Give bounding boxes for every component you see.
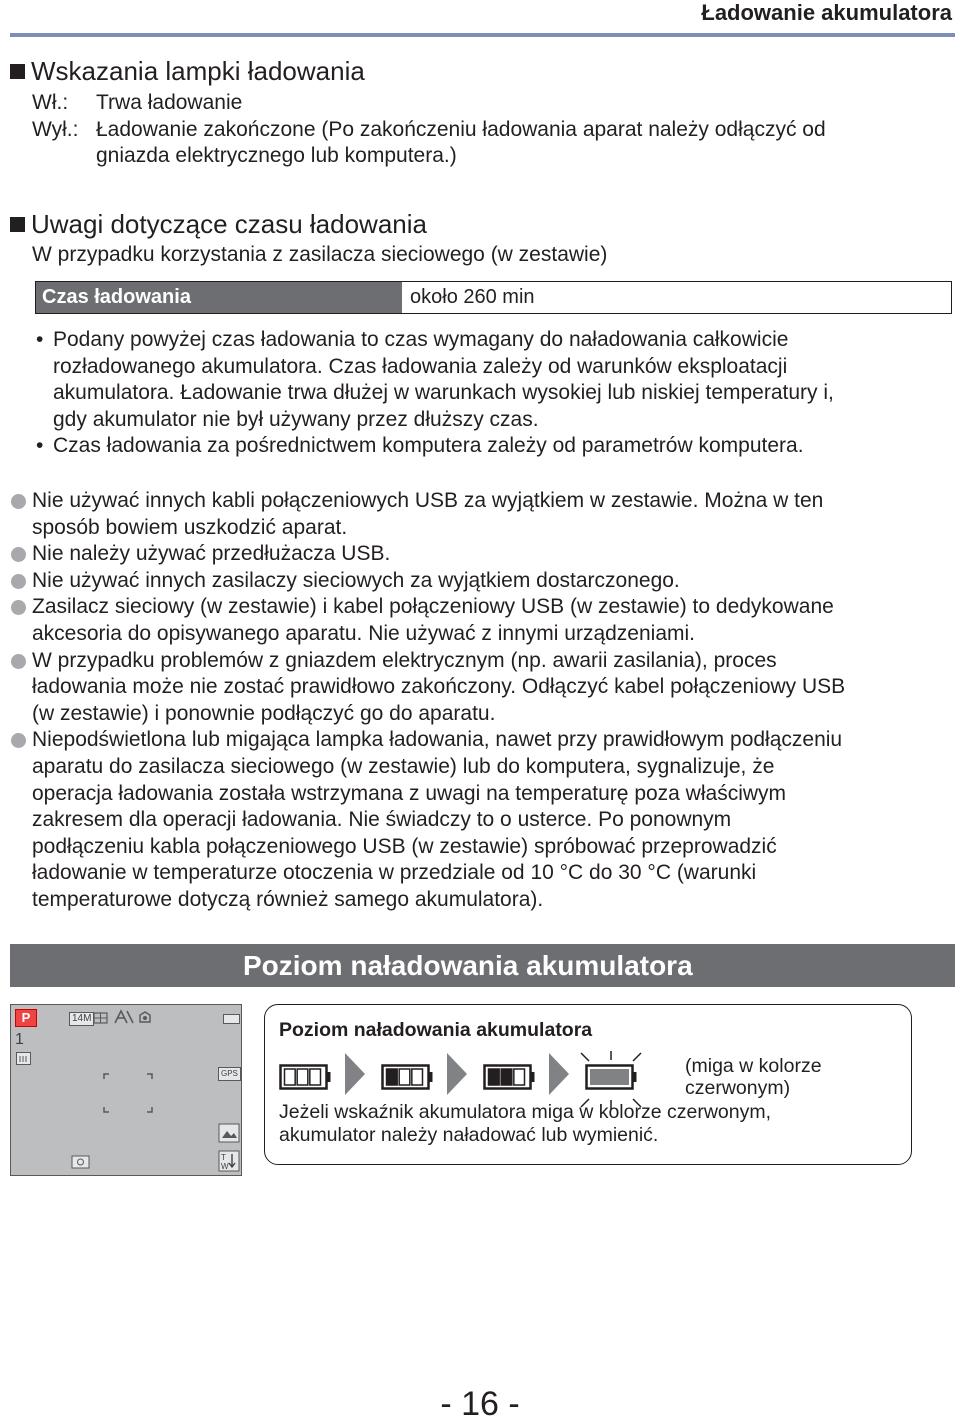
af-frame-icon bbox=[103, 1073, 153, 1113]
list-item: W przypadku problemów z gniazdem elektrycznym (np. awarii zasilania), proces bbox=[10, 648, 845, 675]
circle-bullet-icon bbox=[10, 541, 32, 568]
table-value: około 260 min bbox=[410, 286, 535, 308]
memory-icon bbox=[15, 1051, 33, 1067]
bullet-indent bbox=[10, 621, 32, 648]
header-title: Ładowanie akumulatora bbox=[701, 0, 952, 25]
bullet-indent bbox=[10, 860, 32, 887]
list-item: akumulatora. Ładowanie trwa dłużej w warunkach wysokiej lub niskiej temperatury i, bbox=[53, 381, 834, 405]
indicator-text: Trwa ładowanie bbox=[96, 91, 243, 114]
list-item: • Czas ładowania za pośrednictwem komputera zależy od parametrów komputera. bbox=[36, 433, 834, 460]
bullet-indent bbox=[10, 781, 32, 808]
arrow-right-icon bbox=[549, 1053, 569, 1095]
list-item: Nie należy używać przedłużacza USB. bbox=[10, 541, 845, 568]
battery-icon bbox=[223, 1014, 240, 1024]
table-header: Czas ładowania bbox=[36, 282, 402, 313]
header-rule bbox=[10, 33, 955, 37]
battery-level-icon bbox=[381, 1063, 437, 1091]
indicator-row-off bbox=[32, 117, 826, 144]
zoom-icon bbox=[218, 1150, 240, 1172]
gps-icon: GPS bbox=[218, 1067, 241, 1081]
list-item: • Podany powyżej czas ładowania to czas wymagany do naładowania całkowicie bbox=[36, 327, 834, 354]
arrow-right-icon bbox=[345, 1053, 365, 1095]
bullet-indent bbox=[10, 674, 32, 701]
list-item: rozładowanego akumulatora. Czas ładowania zależy od warunków eksploatacji bbox=[53, 354, 788, 378]
list-item: operacja ładowania została wstrzymana z uwagi na temperaturę poza właściwym bbox=[10, 781, 845, 808]
list-item: temperaturowe dotyczą również samego akumulatora). bbox=[10, 887, 845, 914]
indicator-list bbox=[32, 90, 826, 170]
bullet-dot: • bbox=[36, 328, 44, 351]
list-item: aparatu do zasilacza sieciowego (w zestawie) lub do komputera, sygnalizuje, że bbox=[10, 754, 845, 781]
indicator-text: gniazda elektrycznego lub komputera.) bbox=[96, 144, 457, 168]
bullet-indent bbox=[10, 887, 32, 914]
callout-title: Poziom naładowania akumulatora bbox=[279, 1019, 593, 1041]
indicator-label: Wył.: bbox=[32, 117, 79, 141]
page-number: - 16 - bbox=[440, 1385, 520, 1423]
square-bullet-icon bbox=[10, 217, 25, 232]
circle-bullet-icon bbox=[10, 488, 32, 515]
list-item: ładowanie w temperaturze otoczenia w przedziale od 10 °C do 30 °C (warunki bbox=[10, 860, 845, 887]
square-bullet-icon bbox=[10, 64, 25, 79]
battery-callout bbox=[264, 1004, 912, 1165]
indicator-row-off-cont bbox=[32, 143, 826, 170]
bullet-indent bbox=[10, 754, 32, 781]
shot-count: 1 bbox=[15, 1031, 24, 1048]
list-item: Nie używać innych zasilaczy sieciowych za wyjątkiem dostarczonego. bbox=[10, 568, 845, 595]
indicator-label: Wł.: bbox=[32, 91, 69, 114]
picture-size-icon: 14M bbox=[69, 1012, 94, 1026]
circle-bullet-icon bbox=[10, 727, 32, 754]
list-item: (w zestawie) i ponownie podłączyć go do aparatu. bbox=[10, 701, 845, 728]
grid-icon bbox=[93, 1011, 109, 1025]
circle-bullet-icon bbox=[10, 594, 32, 621]
list-item: ładowania może nie zostać prawidłowo zakończony. Odłączyć kabel połączeniowy USB bbox=[10, 674, 845, 701]
list-item: akcesoria do opisywanego aparatu. Nie używać z innymi urządzeniami. bbox=[10, 621, 845, 648]
list-item: zakresem dla operacji ładowania. Nie świadczy to o usterce. Po ponownym bbox=[10, 807, 845, 834]
intelligent-iso-icon bbox=[113, 1009, 135, 1025]
bullet-indent bbox=[10, 515, 32, 542]
cautions-list bbox=[10, 488, 845, 914]
mode-icon: P bbox=[15, 1009, 37, 1027]
bullet-indent bbox=[10, 834, 32, 861]
svg-text:W: W bbox=[221, 1162, 229, 1171]
list-item: sposób bowiem uszkodzić aparat. bbox=[10, 515, 845, 542]
list-item: Niepodświetlona lub migająca lampka ładowania, nawet przy prawidłowym podłączeniu bbox=[10, 727, 845, 754]
svg-text:T: T bbox=[221, 1153, 226, 1162]
blink-note: (miga w kolorze czerwonym) bbox=[685, 1055, 822, 1099]
scene-icon bbox=[218, 1123, 240, 1143]
charging-subtitle: W przypadku korzystania z zasilacza sieciowego (w zestawie) bbox=[32, 243, 608, 266]
charging-notes bbox=[36, 327, 834, 460]
camera-screen bbox=[10, 1004, 242, 1176]
indicator-text: Ładowanie zakończone (Po zakończeniu ładowania aparat należy odłączyć od bbox=[96, 117, 826, 141]
bullet-dot: • bbox=[36, 434, 44, 458]
indicator-row-on bbox=[32, 90, 826, 117]
display-icon bbox=[71, 1155, 91, 1169]
list-item: gdy akumulator nie był używany przez dłuższy czas. bbox=[53, 407, 539, 431]
stabilizer-icon bbox=[137, 1010, 155, 1026]
arrow-right-icon bbox=[447, 1053, 467, 1095]
indicator-heading: Wskazania lampki ładowania bbox=[10, 56, 365, 86]
circle-bullet-icon bbox=[10, 648, 32, 675]
bullet-indent bbox=[10, 807, 32, 834]
battery-level-icon bbox=[279, 1063, 335, 1091]
battery-banner: Poziom naładowania akumulatora bbox=[10, 944, 955, 987]
charging-heading: Uwagi dotyczące czasu ładowania bbox=[10, 209, 427, 239]
callout-description: Jeżeli wskaźnik akumulatora miga w kolorze czerwonym, akumulator należy naładować lub wymienić. bbox=[279, 1101, 772, 1146]
list-item: Zasilacz sieciowy (w zestawie) i kabel połączeniowy USB (w zestawie) to dedykowane bbox=[10, 594, 845, 621]
list-item: podłączeniu kabla połączeniowego USB (w zestawie) spróbować przeprowadzić bbox=[10, 834, 845, 861]
bullet-indent bbox=[10, 701, 32, 728]
battery-level-icon bbox=[483, 1063, 539, 1091]
list-item: Nie używać innych kabli połączeniowych USB za wyjątkiem w zestawie. Można w ten bbox=[10, 488, 845, 515]
circle-bullet-icon bbox=[10, 568, 32, 595]
charging-table bbox=[35, 281, 952, 314]
